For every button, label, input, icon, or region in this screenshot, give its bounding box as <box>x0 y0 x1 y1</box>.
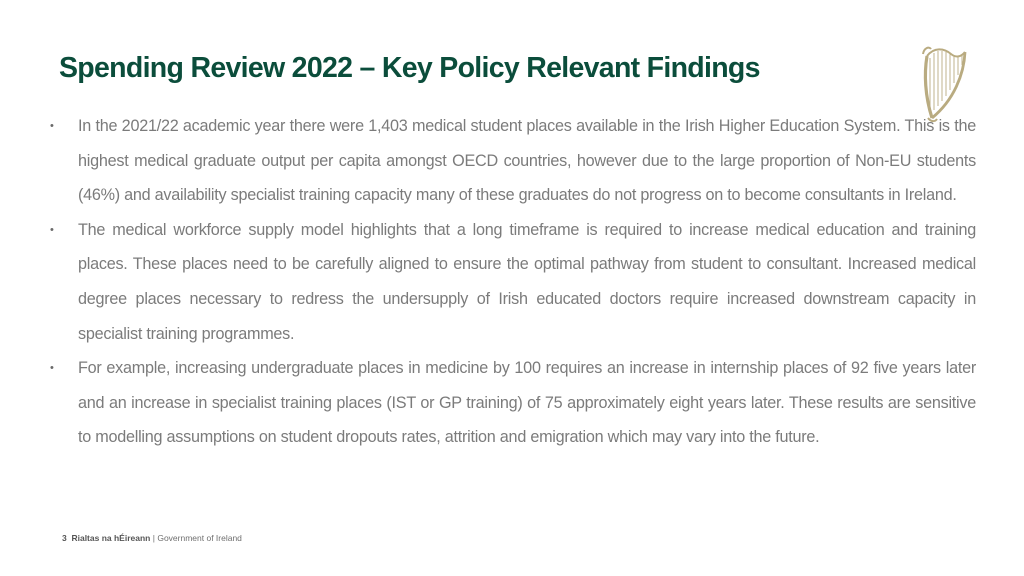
bullet-item <box>44 351 976 455</box>
footer <box>62 533 242 543</box>
bullet-marker: • <box>50 120 54 132</box>
footer-english-name: Government of Ireland <box>157 533 242 543</box>
bullet-text: The medical workforce supply model highlights that a long timeframe is required to increase medical education and training places. These places need to be carefully aligned to ensure the optimal pathway from student to consultant. Increased medical degree places necessary to redress the undersupply of Irish educated doctors require increased downstream capacity in specialist training programmes. <box>78 220 976 343</box>
bullet-text: For example, increasing undergraduate places in medicine by 100 requires an increase in internship places of 92 five years later and an increase in specialist training places (IST or GP training) of 75 approximately eight years later. These results are sensitive to modelling assumptions on student dropouts rates, attrition and emigration which may vary into the future. <box>78 359 976 447</box>
footer-irish-name: Rialtas na hÉireann <box>71 533 151 543</box>
page-number: 3 <box>62 533 67 543</box>
bullet-text: In the 2021/22 academic year there were 1,403 medical student places available in the Irish Higher Education System. This is the highest medical graduate output per capita amongst OECD countries, however due to the large proportion of Non-EU students (46%) and availability specialist training capacity many of these graduates do not progress on to become consultants in Ireland. <box>78 117 976 205</box>
bullet-list <box>44 109 976 455</box>
slide-title: Spending Review 2022 – Key Policy Relevant Findings <box>59 52 760 84</box>
bullet-marker: • <box>50 223 54 236</box>
footer-separator: | <box>152 533 155 543</box>
bullet-item <box>44 213 976 351</box>
bullet-item <box>44 109 976 213</box>
bullet-marker: • <box>50 362 54 375</box>
